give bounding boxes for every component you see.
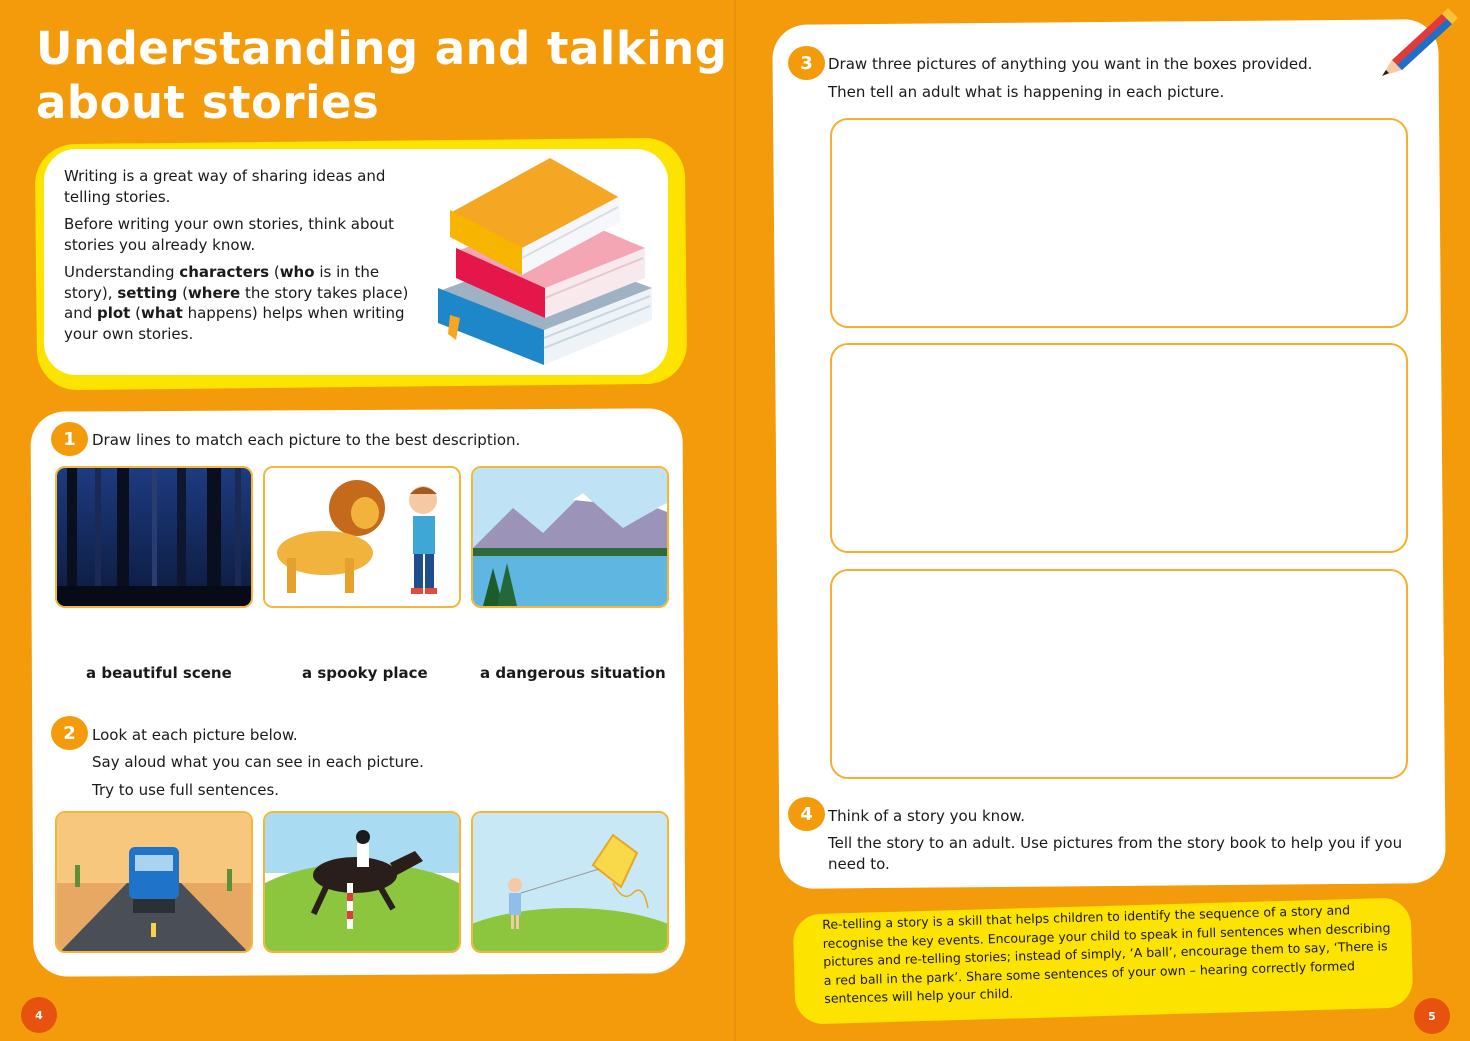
truck-on-road-picture — [55, 811, 253, 953]
task-2-line-3: Try to use full sentences. — [92, 781, 280, 799]
task-2-line-1: Look at each picture below. — [92, 726, 298, 744]
lion-and-boy-picture — [263, 466, 461, 608]
page-spine — [734, 0, 736, 1041]
task-4-line-3: need to. — [828, 855, 890, 873]
intro-paragraph-2: Before writing your own stories, think about stories you already know. — [64, 215, 395, 254]
title-line-1: Understanding and talking — [36, 22, 728, 75]
match-label-3: a dangerous situation — [480, 664, 666, 682]
girl-flying-kite-picture — [471, 811, 669, 953]
match-label-1: a beautiful scene — [86, 664, 232, 682]
intro-paragraph-1: Writing is a great way of sharing ideas and telling stories. — [64, 167, 386, 206]
mountain-lake-picture — [471, 466, 669, 608]
page-title — [36, 22, 727, 130]
parent-note-text: Re-telling a story is a skill that helps children to identify the sequence of a story and recognise the key events. Encourage your child to speak in full sentences when describing pictures and re-telling stories; instead of simply, ‘A ball’, encourage them to say, ‘There is a red ball in the park’. Share some sentences of your own – hearing correctly formed sentences will help your child. — [822, 902, 1391, 1006]
title-line-2: about stories — [36, 76, 380, 129]
task-2-badge: 2 — [51, 716, 88, 750]
drawing-box-1[interactable] — [830, 118, 1408, 328]
intro-paragraph-3: Understanding characters (who is in the story), setting (where the story takes place) and plot (what happens) helps when writing your own stories. — [64, 263, 409, 343]
task-4-badge: 4 — [788, 797, 825, 831]
task-3-badge: 3 — [788, 46, 825, 80]
pencil-icon — [1378, 4, 1460, 80]
drawing-box-3[interactable] — [830, 569, 1408, 779]
horse-jumping-picture — [263, 811, 461, 953]
drawing-box-2[interactable] — [830, 343, 1408, 553]
page-number-left: 4 — [21, 997, 57, 1033]
task-1-instruction: Draw lines to match each picture to the best description. — [92, 431, 521, 449]
task-1-badge: 1 — [51, 422, 88, 456]
match-label-2: a spooky place — [302, 664, 428, 682]
task-3-line-2: Then tell an adult what is happening in each picture. — [828, 83, 1225, 101]
page-number-right: 5 — [1414, 998, 1450, 1034]
task-4-line-1: Think of a story you know. — [828, 807, 1026, 825]
task-2-line-2: Say aloud what you can see in each picture. — [92, 753, 424, 771]
intro-text — [64, 166, 409, 351]
task-3-line-1: Draw three pictures of anything you want in the boxes provided. — [828, 55, 1313, 73]
books-illustration — [430, 150, 660, 375]
spooky-forest-picture — [55, 466, 253, 608]
task-4-line-2: Tell the story to an adult. Use pictures from the story book to help you if you — [828, 834, 1403, 852]
